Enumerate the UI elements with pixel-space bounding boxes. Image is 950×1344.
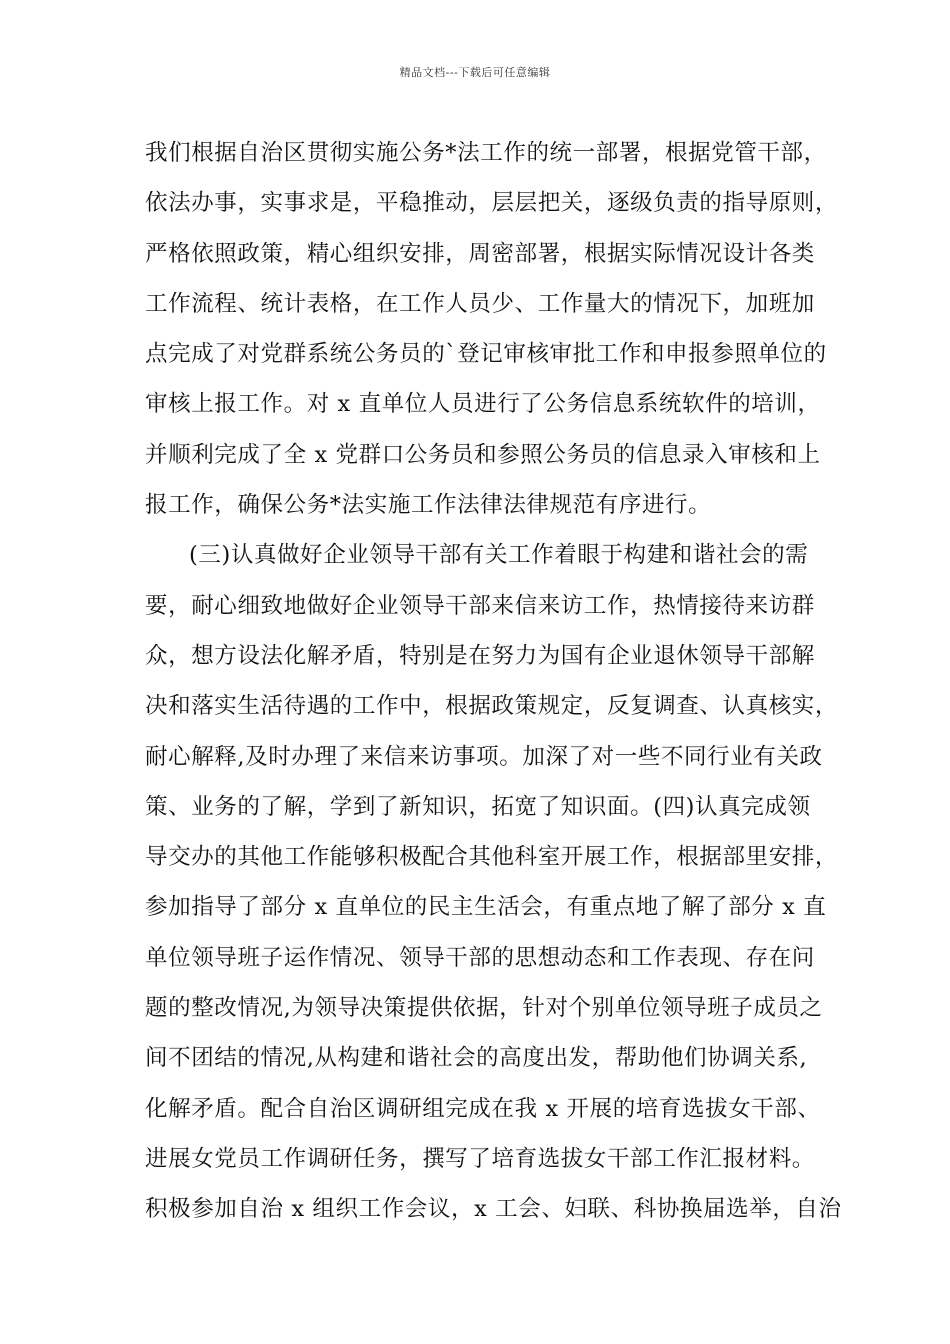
body-line: 严格依照政策，精心组织安排，周密部署，根据实际情况设计各类: [145, 240, 815, 267]
paragraph-start-line: (三)认真做好企业领导干部有关工作着眼于构建和谐社会的需: [189, 542, 809, 569]
document-body: [145, 128, 842, 1235]
page-header: 精品文档---下载后可任意编辑: [399, 66, 551, 79]
body-line: 耐心解释,及时办理了来信来访事项。加深了对一些不同行业有关政: [145, 743, 823, 770]
body-line: 单位领导班子运作情况、领导干部的思想动态和工作表现、存在问: [145, 944, 815, 971]
body-line: 工作流程、统计表格，在工作人员少、工作量大的情况下，加班加: [145, 290, 815, 317]
body-line: 并顺利完成了全 x 党群口公务员和参照公务员的信息录入审核和上: [145, 441, 821, 468]
body-line: 题的整改情况,为领导决策提供依据，针对个别单位领导班子成员之: [145, 995, 823, 1022]
body-line: 进展女党员工作调研任务，撰写了培育选拔女干部工作汇报材料。: [145, 1145, 815, 1172]
body-line: 参加指导了部分 x 直单位的民主生活会，有重点地了解了部分 x 直: [145, 894, 827, 921]
body-line: 审核上报工作。对 x 直单位人员进行了公务信息系统软件的培训，: [145, 391, 821, 418]
body-line: 积极参加自治 x 组织工作会议，x 工会、妇联、科协换届选举，自治: [145, 1196, 842, 1223]
body-line: 间不团结的情况,从构建和谐社会的高度出发，帮助他们协调关系,: [145, 1045, 808, 1072]
body-line: 策、业务的了解，学到了新知识，拓宽了知识面。(四)认真完成领: [145, 793, 811, 820]
body-line: 我们根据自治区贯彻实施公务*法工作的统一部署，根据党管干部，: [145, 140, 827, 166]
body-line: 点完成了对党群系统公务员的`登记审核审批工作和申报参照单位的: [145, 341, 827, 368]
body-line: 决和落实生活待遇的工作中，根据政策规定，反复调查、认真核实，: [145, 693, 839, 720]
body-line: 报工作，确保公务*法实施工作法律法律规范有序进行。: [145, 492, 712, 519]
body-line: 众，想方设法化解矛盾，特别是在努力为国有企业退休领导干部解: [145, 642, 815, 669]
body-line: 依法办事，实事求是，平稳推动，层层把关，逐级负责的指导原则，: [145, 190, 839, 217]
body-line: 导交办的其他工作能够积极配合其他科室开展工作，根据部里安排，: [145, 844, 839, 871]
body-line: 化解矛盾。配合自治区调研组完成在我 x 开展的培育选拔女干部、: [145, 1095, 821, 1122]
body-line: 要，耐心细致地做好企业领导干部来信来访工作，热情接待来访群: [145, 592, 815, 619]
